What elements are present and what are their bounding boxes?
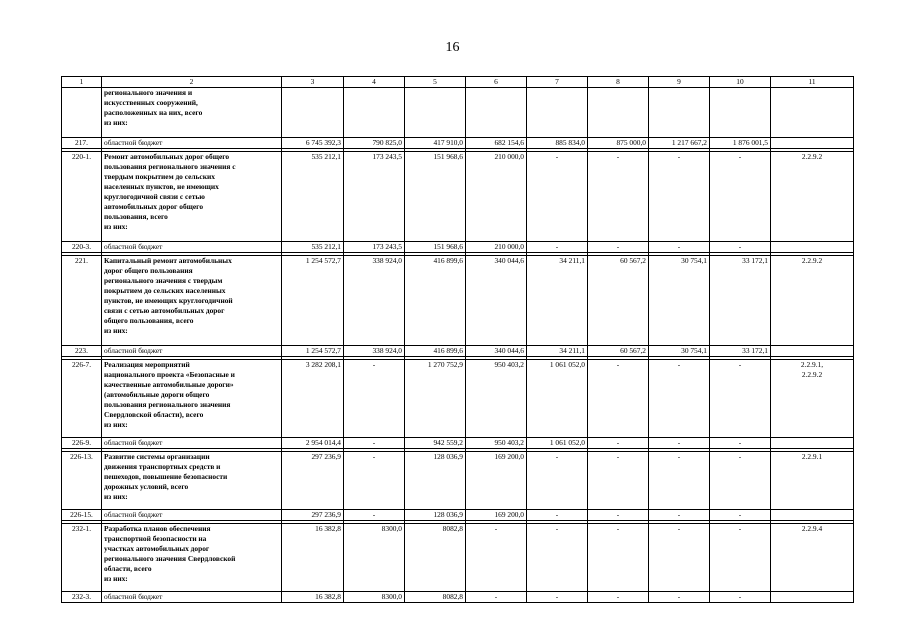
row-name: областной бюджет <box>102 138 282 149</box>
header-cell: 10 <box>710 77 771 88</box>
row-name-line: твердым покрытием до сельских <box>104 172 215 181</box>
value-cell: 60 567,2 <box>588 346 649 357</box>
row-code: 220-1. <box>62 152 102 242</box>
value-cell <box>710 88 771 138</box>
row-name: областной бюджет <box>102 438 282 449</box>
value-cell: 1 061 052,0 <box>527 438 588 449</box>
table-row-item <box>62 88 854 138</box>
value-cell: 338 924,0 <box>344 256 405 346</box>
row-name <box>102 88 282 138</box>
value-cell: 1 254 572,7 <box>282 256 344 346</box>
value-cell: 790 825,0 <box>344 138 405 149</box>
value-cell <box>405 88 466 138</box>
value-cell: - <box>527 510 588 521</box>
value-cell: 34 211,1 <box>527 346 588 357</box>
row-name-line: связи с сетью автомобильных дорог <box>104 306 225 315</box>
value-cell: - <box>649 592 710 603</box>
value-cell <box>588 88 649 138</box>
value-cell: - <box>344 510 405 521</box>
value-cell: 416 899,6 <box>405 256 466 346</box>
row-name-line: движения транспортных средств и <box>104 462 221 471</box>
row-name <box>102 256 282 346</box>
value-cell: 950 403,2 <box>466 360 527 438</box>
header-cell: 2 <box>102 77 282 88</box>
value-cell: 128 036,9 <box>405 452 466 510</box>
page-number: 16 <box>445 40 460 55</box>
value-cell: 210 000,0 <box>466 152 527 242</box>
table-row-item <box>62 360 854 438</box>
row-name-line: национального проекта «Безопасные и <box>104 370 235 379</box>
value-cell: - <box>710 592 771 603</box>
row-name-line: из них: <box>104 118 128 127</box>
header-cell: 6 <box>466 77 527 88</box>
table-row-budget <box>62 592 854 603</box>
value-cell: 338 924,0 <box>344 346 405 357</box>
row-name-line: искусственных сооружений, <box>104 98 198 107</box>
row-name-line: Развитие системы организации <box>104 452 210 461</box>
row-name-line: (автомобильные дороги общего <box>104 390 210 399</box>
value-cell: - <box>710 242 771 253</box>
row-name-line: Реализация мероприятий <box>104 360 190 369</box>
value-cell: - <box>527 242 588 253</box>
value-cell: - <box>588 510 649 521</box>
value-cell <box>344 88 405 138</box>
value-cell: 297 236,9 <box>282 452 344 510</box>
reference-line: 2.2.9.2 <box>801 152 823 161</box>
value-cell: - <box>710 452 771 510</box>
value-cell: - <box>588 360 649 438</box>
reference-cell <box>771 242 854 253</box>
reference-cell <box>771 346 854 357</box>
value-cell: 169 200,0 <box>466 452 527 510</box>
value-cell: 682 154,6 <box>466 138 527 149</box>
row-code: 232-3. <box>62 592 102 603</box>
header-cell: 7 <box>527 77 588 88</box>
value-cell: - <box>527 592 588 603</box>
reference-cell <box>771 256 854 346</box>
row-name-line: покрытием до сельских населенных <box>104 286 226 295</box>
value-cell: - <box>649 242 710 253</box>
row-name-line: участках автомобильных дорог <box>104 544 210 553</box>
row-name-line: Свердловской области), всего <box>104 410 204 419</box>
value-cell: 169 200,0 <box>466 510 527 521</box>
row-code: 226-15. <box>62 510 102 521</box>
row-name <box>102 524 282 592</box>
row-name-line: транспортной безопасности на <box>104 534 207 543</box>
header-row <box>62 77 854 88</box>
row-code: 226-13. <box>62 452 102 510</box>
value-cell: - <box>649 360 710 438</box>
value-cell: - <box>710 360 771 438</box>
header-cell: 9 <box>649 77 710 88</box>
value-cell: 950 403,2 <box>466 438 527 449</box>
row-code: 232-1. <box>62 524 102 592</box>
row-name-line: регионального значения Свердловской <box>104 554 236 563</box>
value-cell: 417 910,0 <box>405 138 466 149</box>
reference-cell <box>771 88 854 138</box>
value-cell: - <box>466 592 527 603</box>
reference-line: 2.2.9.2 <box>801 370 823 379</box>
value-cell: 16 382,8 <box>282 592 344 603</box>
value-cell: 297 236,9 <box>282 510 344 521</box>
value-cell: 885 834,0 <box>527 138 588 149</box>
row-name-line: расположенных на них, всего <box>104 108 203 117</box>
value-cell: - <box>649 152 710 242</box>
value-cell: 151 968,6 <box>405 152 466 242</box>
value-cell: - <box>466 524 527 592</box>
header-cell: 5 <box>405 77 466 88</box>
value-cell: 34 211,1 <box>527 256 588 346</box>
table-row-budget <box>62 242 854 253</box>
value-cell: 1 876 001,5 <box>710 138 771 149</box>
value-cell: 33 172,1 <box>710 346 771 357</box>
value-cell: - <box>588 524 649 592</box>
table-row-item <box>62 256 854 346</box>
value-cell: - <box>527 152 588 242</box>
reference-cell <box>771 138 854 149</box>
value-cell: 151 968,6 <box>405 242 466 253</box>
value-cell: 1 254 572,7 <box>282 346 344 357</box>
header-cell: 3 <box>282 77 344 88</box>
reference-line: 2.2.9.1 <box>801 452 823 461</box>
value-cell: 3 282 208,1 <box>282 360 344 438</box>
value-cell: 942 559,2 <box>405 438 466 449</box>
row-name-line: автомобильных дорог общего <box>104 202 204 211</box>
row-name-line: области, всего <box>104 564 152 573</box>
row-name-line: из них: <box>104 326 128 335</box>
value-cell: 16 382,8 <box>282 524 344 592</box>
value-cell: 8082,8 <box>405 524 466 592</box>
value-cell: 173 243,5 <box>344 152 405 242</box>
table-row-item <box>62 524 854 592</box>
row-name-line: пунктов, не имеющих круглогодичной <box>104 296 233 305</box>
row-name <box>102 152 282 242</box>
value-cell: 340 044,6 <box>466 346 527 357</box>
value-cell: 30 754,1 <box>649 256 710 346</box>
value-cell: - <box>649 438 710 449</box>
row-code: 220-3. <box>62 242 102 253</box>
row-name-line: качественные автомобильные дороги» <box>104 380 234 389</box>
row-name <box>102 452 282 510</box>
value-cell: 416 899,6 <box>405 346 466 357</box>
value-cell: 1 270 752,9 <box>405 360 466 438</box>
reference-cell <box>771 452 854 510</box>
header-cell: 8 <box>588 77 649 88</box>
value-cell: - <box>710 524 771 592</box>
value-cell <box>466 88 527 138</box>
value-cell: - <box>588 592 649 603</box>
reference-line: 2.2.9.1, <box>800 360 824 369</box>
reference-cell <box>771 524 854 592</box>
table-row-budget <box>62 438 854 449</box>
row-code: 221. <box>62 256 102 346</box>
row-name-line: населенных пунктов, не имеющих <box>104 182 219 191</box>
value-cell: 128 036,9 <box>405 510 466 521</box>
row-code: 217. <box>62 138 102 149</box>
value-cell: - <box>344 452 405 510</box>
value-cell: 535 212,1 <box>282 242 344 253</box>
value-cell: - <box>588 438 649 449</box>
value-cell: - <box>649 524 710 592</box>
value-cell: 60 567,2 <box>588 256 649 346</box>
reference-cell <box>771 438 854 449</box>
value-cell: - <box>527 524 588 592</box>
value-cell: - <box>710 510 771 521</box>
row-name-line: пользования, всего <box>104 212 168 221</box>
row-name-line: Капитальный ремонт автомобильных <box>104 256 232 265</box>
value-cell: - <box>588 152 649 242</box>
header-cell: 1 <box>62 77 102 88</box>
reference-cell <box>771 360 854 438</box>
value-cell <box>649 88 710 138</box>
row-name: областной бюджет <box>102 242 282 253</box>
row-name <box>102 360 282 438</box>
value-cell: 2 954 014,4 <box>282 438 344 449</box>
value-cell: - <box>527 452 588 510</box>
row-code: 226-7. <box>62 360 102 438</box>
reference-cell <box>771 592 854 603</box>
reference-line: 2.2.9.2 <box>801 256 823 265</box>
value-cell: 875 000,0 <box>588 138 649 149</box>
row-name-line: круглогодичной связи с сетью <box>104 192 205 201</box>
row-name: областной бюджет <box>102 592 282 603</box>
row-name-line: из них: <box>104 492 128 501</box>
table-row-budget <box>62 138 854 149</box>
value-cell: 6 745 392,3 <box>282 138 344 149</box>
row-name-line: Разработка планов обеспечения <box>104 524 211 533</box>
reference-cell <box>771 510 854 521</box>
row-name-line: дорожных условий, всего <box>104 482 189 491</box>
row-name-line: пользования регионального значения <box>104 400 231 409</box>
value-cell: 30 754,1 <box>649 346 710 357</box>
row-name-line: регионального значения и <box>104 88 193 97</box>
row-code <box>62 88 102 138</box>
value-cell: 535 212,1 <box>282 152 344 242</box>
row-code: 223. <box>62 346 102 357</box>
reference-line: 2.2.9.4 <box>801 524 823 533</box>
value-cell: - <box>710 152 771 242</box>
row-name-line: Ремонт автомобильных дорог общего <box>104 152 230 161</box>
budget-table <box>61 76 854 603</box>
row-name-line: пешеходов, повышение безопасности <box>104 472 228 481</box>
table-row-budget <box>62 346 854 357</box>
header-cell: 11 <box>771 77 854 88</box>
value-cell: - <box>649 510 710 521</box>
value-cell: 210 000,0 <box>466 242 527 253</box>
value-cell: 8300,0 <box>344 524 405 592</box>
value-cell <box>527 88 588 138</box>
table-row-budget <box>62 510 854 521</box>
row-name-line: из них: <box>104 420 128 429</box>
value-cell: - <box>344 360 405 438</box>
value-cell: 8300,0 <box>344 592 405 603</box>
value-cell: - <box>344 438 405 449</box>
row-name-line: дорог общего пользования <box>104 266 193 275</box>
value-cell: 1 061 052,0 <box>527 360 588 438</box>
value-cell: 33 172,1 <box>710 256 771 346</box>
header-cell: 4 <box>344 77 405 88</box>
row-code: 226-9. <box>62 438 102 449</box>
row-name-line: общего пользования, всего <box>104 316 194 325</box>
value-cell: - <box>588 452 649 510</box>
table-row-item <box>62 152 854 242</box>
row-name: областной бюджет <box>102 510 282 521</box>
row-name-line: из них: <box>104 222 128 231</box>
row-name-line: из них: <box>104 574 128 583</box>
row-name: областной бюджет <box>102 346 282 357</box>
value-cell: - <box>710 438 771 449</box>
value-cell: 1 217 667,2 <box>649 138 710 149</box>
value-cell: - <box>588 242 649 253</box>
row-name-line: пользования регионального значения с <box>104 162 236 171</box>
value-cell <box>282 88 344 138</box>
table-row-item <box>62 452 854 510</box>
reference-cell <box>771 152 854 242</box>
value-cell: 340 044,6 <box>466 256 527 346</box>
table-body <box>62 77 854 603</box>
value-cell: 8082,8 <box>405 592 466 603</box>
row-name-line: регионального значения с твердым <box>104 276 223 285</box>
value-cell: 173 243,5 <box>344 242 405 253</box>
value-cell: - <box>649 452 710 510</box>
